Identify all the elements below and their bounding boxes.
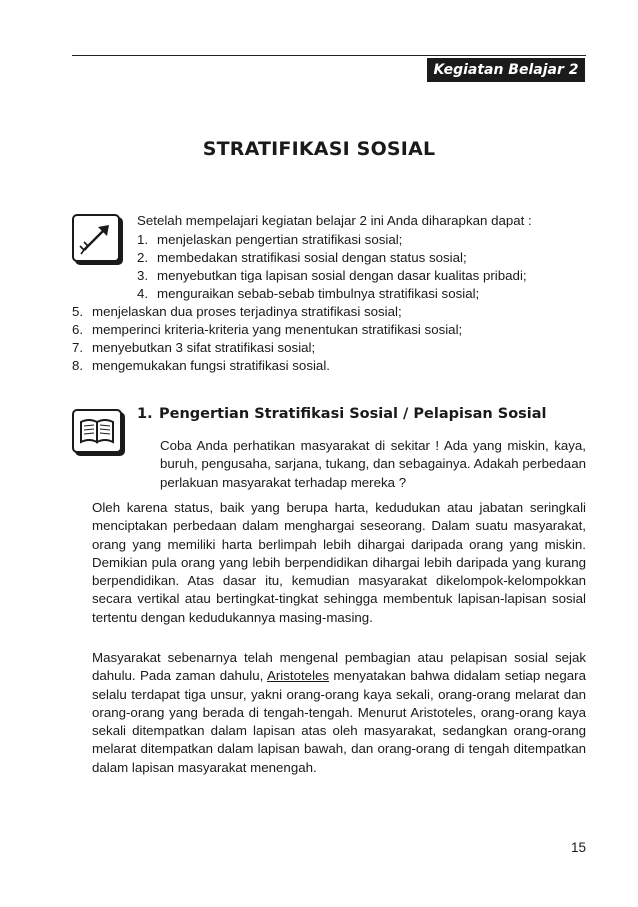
section-heading: 1. Pengertian Stratifikasi Sosial / Pelapisan Sosial: [137, 406, 547, 422]
page-title: STRATIFIKASI SOSIAL: [202, 138, 436, 160]
objective-item: 7. menyebutkan 3 sifat stratifikasi sosial;: [72, 340, 316, 355]
objective-item: 8. mengemukakan fungsi stratifikasi sosial.: [72, 358, 330, 373]
objective-item: 2. membedakan stratifikasi sosial dengan status sosial;: [137, 250, 467, 265]
aristoteles-link[interactable]: Aristoteles: [266, 668, 330, 684]
arrow-target-icon: [72, 214, 120, 262]
objective-item: 5. menjelaskan dua proses terjadinya stratifikasi sosial;: [72, 304, 402, 319]
objective-item: 1. menjelaskan pengertian stratifikasi sosial;: [137, 232, 403, 247]
objective-item: 3. menyebutkan tiga lapisan sosial dengan dasar kualitas pribadi;: [137, 268, 527, 283]
objective-item: 6. memperinci kriteria-kriteria yang menentukan stratifikasi sosial;: [72, 322, 463, 337]
objective-item: 4. menguraikan sebab-sebab timbulnya stratifikasi sosial;: [137, 286, 480, 301]
paragraph: Masyarakat sebenarnya telah mengenal pembagian atau pelapisan sosial sejak dahulu. Pada zaman dahulu, Aristoteles menyatakan bahwa didalam setiap negara selalu terdapat tiga unsur, yakni orang-orang kaya sekali, orang-orang melarat dan orang-orang yang berada di tengah-tengah. Menurut Aristoteles, orang-orang kaya sekali ditempatkan dalam lapisan atas oleh masyarakat, sedangkan orang-orang melarat ditempatkan dalam lapisan bawah, dan orang-orang di tengah ditempatkan dalam lapisan masyarakat menengah.: [92, 650, 586, 775]
page-number: 15: [570, 840, 586, 855]
objectives-intro: Setelah mempelajari kegiatan belajar 2 ini Anda diharapkan dapat :: [137, 213, 532, 228]
open-book-icon: [72, 409, 122, 453]
section-intro: Coba Anda perhatikan masyarakat di sekitar ! Ada yang miskin, kaya, buruh, pengusaha, sarjana, tukang, dan sebagainya. Adakah perbedaan perlakuan masyarakat terhadap mereka ?: [160, 438, 586, 490]
lesson-tag: Kegiatan Belajar 2: [427, 58, 585, 82]
paragraph: Oleh karena status, baik yang berupa harta, kedudukan atau jabatan seringkali menciptakan perbedaan dalam menghargai seseorang. Dalam suatu masyarakat, orang yang memiliki harta berlimpah lebih dihargai daripada orang yang miskin. Demikian pula orang yang lebih berpendidikan dihargai lebih daripada yang kurang berpendidikan. Atas dasar itu, kemudian masyarakat dikelompok-kelompokkan secara vertikal atau bertingkat-tingkat sehingga membentuk lapisan-lapisan sosial tertentu dengan kedudukannya masing-masing.: [92, 500, 586, 625]
header-rule: [72, 55, 586, 56]
